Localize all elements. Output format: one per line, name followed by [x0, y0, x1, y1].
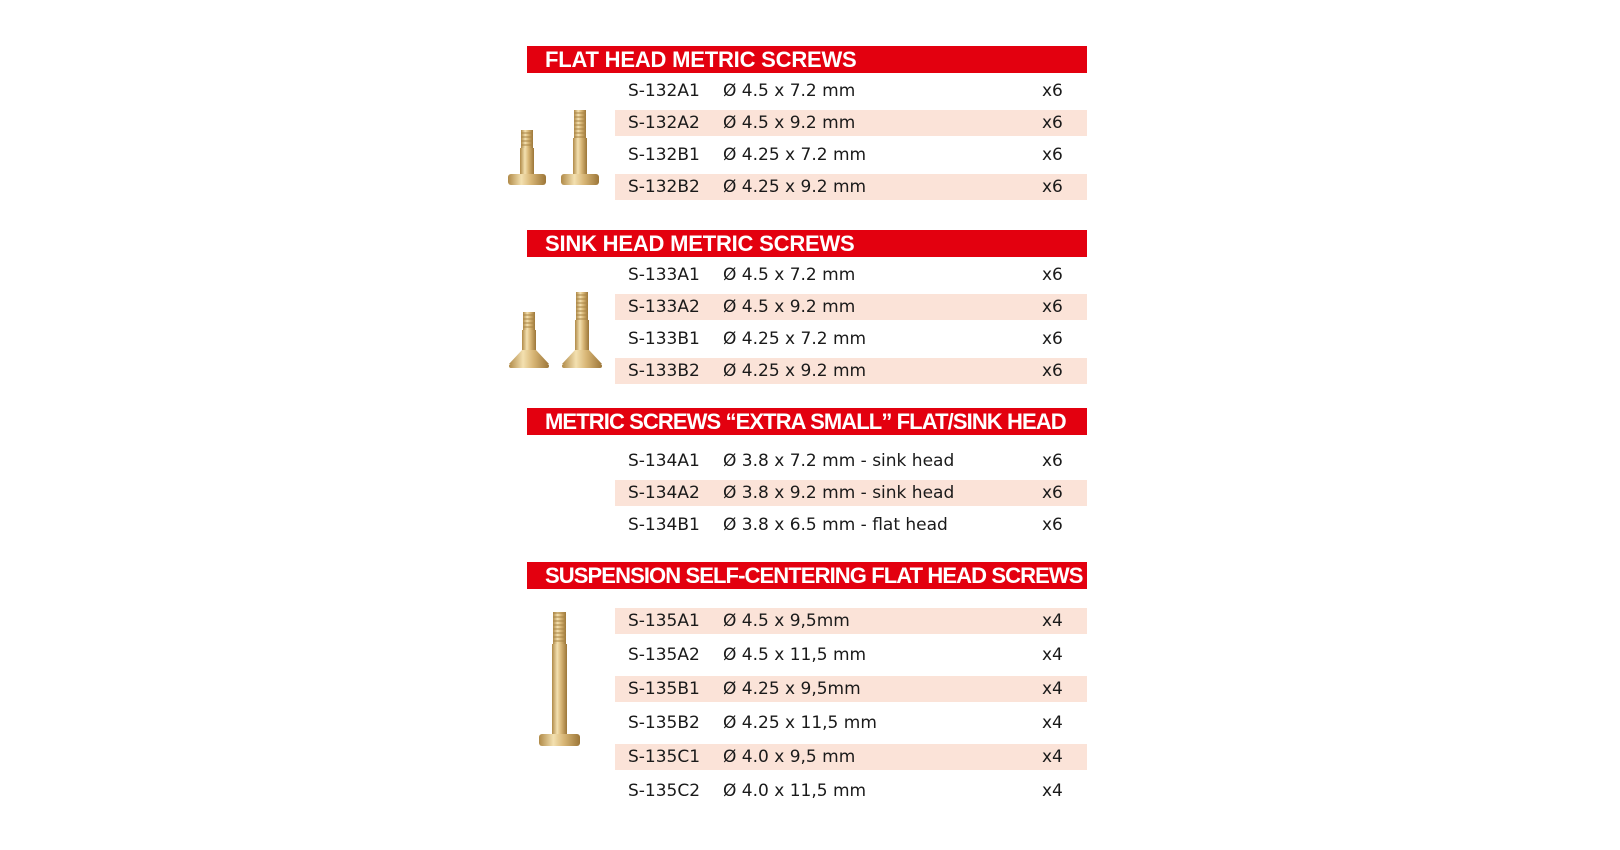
part-size: Ø 4.25 x 9,5mm [723, 679, 861, 699]
part-size: Ø 4.25 x 9.2 mm [723, 177, 867, 197]
table-row [615, 642, 1087, 668]
section-title: METRIC SCREWS “EXTRA SMALL” FLAT/SINK HEAD [527, 408, 1087, 435]
part-qty: x6 [1042, 265, 1063, 285]
part-size: Ø 4.5 x 7.2 mm [723, 265, 856, 285]
flat-head-screw-icon [505, 108, 615, 208]
part-qty: x6 [1042, 483, 1063, 503]
part-code: S-132A2 [628, 113, 700, 133]
sink-head-screw-icon [507, 290, 617, 390]
part-qty: x6 [1042, 81, 1063, 101]
table-row [615, 358, 1087, 384]
part-size: Ø 4.5 x 11,5 mm [723, 645, 867, 665]
part-size: Ø 4.0 x 9,5 mm [723, 747, 856, 767]
part-code: S-132B2 [628, 177, 700, 197]
part-size: Ø 3.8 x 9.2 mm - sink head [723, 483, 955, 503]
part-qty: x4 [1042, 611, 1063, 631]
part-qty: x6 [1042, 451, 1063, 471]
table-row [615, 262, 1087, 288]
table-row [615, 110, 1087, 136]
table-row [615, 142, 1087, 168]
part-code: S-135A2 [628, 645, 700, 665]
part-code: S-133B1 [628, 329, 700, 349]
part-code: S-134A2 [628, 483, 700, 503]
part-code: S-133A1 [628, 265, 700, 285]
table-row [615, 294, 1087, 320]
part-qty: x6 [1042, 361, 1063, 381]
table-row [615, 778, 1087, 804]
part-code: S-132B1 [628, 145, 700, 165]
part-qty: x4 [1042, 713, 1063, 733]
table-row [615, 710, 1087, 736]
section-title: SINK HEAD METRIC SCREWS [527, 230, 1087, 257]
part-qty: x4 [1042, 781, 1063, 801]
table-row [615, 78, 1087, 104]
section-title: SUSPENSION SELF-CENTERING FLAT HEAD SCREWS [527, 562, 1087, 589]
part-size: Ø 3.8 x 7.2 mm - sink head [723, 451, 955, 471]
table-row [615, 676, 1087, 702]
part-qty: x6 [1042, 145, 1063, 165]
part-size: Ø 4.0 x 11,5 mm [723, 781, 867, 801]
table-row [615, 326, 1087, 352]
part-qty: x6 [1042, 113, 1063, 133]
self-centering-screw-icon [535, 608, 585, 758]
part-code: S-134B1 [628, 515, 700, 535]
part-code: S-132A1 [628, 81, 700, 101]
table-row [615, 480, 1087, 506]
part-qty: x6 [1042, 297, 1063, 317]
part-qty: x4 [1042, 679, 1063, 699]
part-code: S-135B2 [628, 713, 700, 733]
part-size: Ø 4.25 x 7.2 mm [723, 329, 867, 349]
table-row [615, 174, 1087, 200]
part-size: Ø 3.8 x 6.5 mm - flat head [723, 515, 948, 535]
part-size: Ø 4.25 x 7.2 mm [723, 145, 867, 165]
part-qty: x4 [1042, 747, 1063, 767]
table-row [615, 608, 1087, 634]
part-code: S-133B2 [628, 361, 700, 381]
part-size: Ø 4.5 x 9.2 mm [723, 297, 856, 317]
part-qty: x6 [1042, 177, 1063, 197]
table-row [615, 744, 1087, 770]
part-code: S-135C2 [628, 781, 701, 801]
part-code: S-135A1 [628, 611, 700, 631]
part-qty: x6 [1042, 515, 1063, 535]
part-qty: x4 [1042, 645, 1063, 665]
part-size: Ø 4.25 x 9.2 mm [723, 361, 867, 381]
part-size: Ø 4.5 x 7.2 mm [723, 81, 856, 101]
part-qty: x6 [1042, 329, 1063, 349]
part-size: Ø 4.5 x 9.2 mm [723, 113, 856, 133]
part-size: Ø 4.25 x 11,5 mm [723, 713, 877, 733]
part-code: S-135C1 [628, 747, 701, 767]
part-code: S-134A1 [628, 451, 700, 471]
section-title: FLAT HEAD METRIC SCREWS [527, 46, 1087, 73]
table-row [615, 448, 1087, 474]
table-row [615, 512, 1087, 538]
part-code: S-135B1 [628, 679, 700, 699]
part-code: S-133A2 [628, 297, 700, 317]
part-size: Ø 4.5 x 9,5mm [723, 611, 850, 631]
